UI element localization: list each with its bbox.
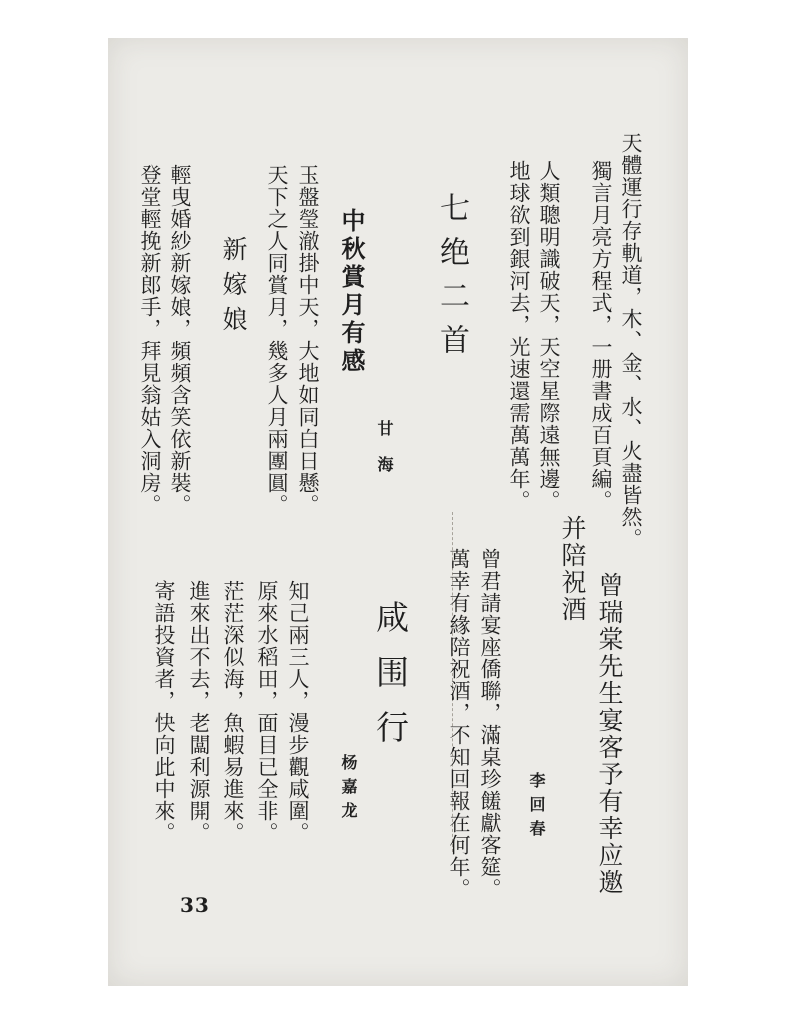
intro-line-2: 獨言月亮方程式，一册書成百頁編。 — [589, 160, 613, 512]
poem3-line-1: 曾君請宴座僑聯，滿桌珍饈獻客筵。 — [478, 548, 502, 900]
section-title: 七绝二首 — [434, 192, 469, 368]
poem3-author: 李回春 — [527, 772, 546, 844]
poem4-author: 杨嘉龙 — [339, 754, 358, 826]
poem4-line-4: 進來出不去，老闆利源開。 — [187, 580, 211, 844]
poem2-title: 新嫁娘 — [219, 236, 248, 341]
intro-line-1: 天體運行存軌道，木、金、水、火盡皆然。 — [619, 132, 643, 550]
poem3-line-2: 萬幸有緣陪祝酒，不知回報在何年。 — [447, 548, 471, 900]
poem1-line-1: 玉盤瑩澈掛中天，大地如同白日懸。 — [296, 164, 320, 516]
poem2-line-2: 登堂輕挽新郎手，拜見翁姑入洞房。 — [138, 164, 162, 516]
poem4-title: 咸围行 — [371, 600, 410, 765]
page-number: 33 — [180, 893, 210, 917]
poem4-line-5: 寄語投資者，快向此中來。 — [152, 580, 176, 844]
intro-line-4: 地球欲到銀河去，光速還需萬萬年。 — [507, 160, 531, 512]
poem1-line-2: 天下之人同賞月，幾多人月兩團圓。 — [265, 164, 289, 516]
poem4-line-3: 茫茫深似海，魚蝦易進來。 — [221, 580, 245, 844]
poem4-line-2: 原來水稻田，面目已全非。 — [255, 580, 279, 844]
poem3-title-line-2: 并陪祝酒 — [558, 515, 587, 623]
poem1-title: 中秋賞月有感 — [337, 208, 366, 376]
poem3-title-line-1: 曾瑞棠先生宴客予有幸应邀 — [595, 572, 624, 896]
section-author: 甘海 — [375, 420, 394, 492]
poem4-line-1: 知己兩三人，漫步觀咸圍。 — [286, 580, 310, 844]
poem2-line-1: 輕曳婚紗新嫁娘，頻頻含笑依新裝。 — [168, 164, 192, 516]
intro-line-3: 人類聰明識破天，天空星際遠無邊。 — [537, 160, 561, 512]
